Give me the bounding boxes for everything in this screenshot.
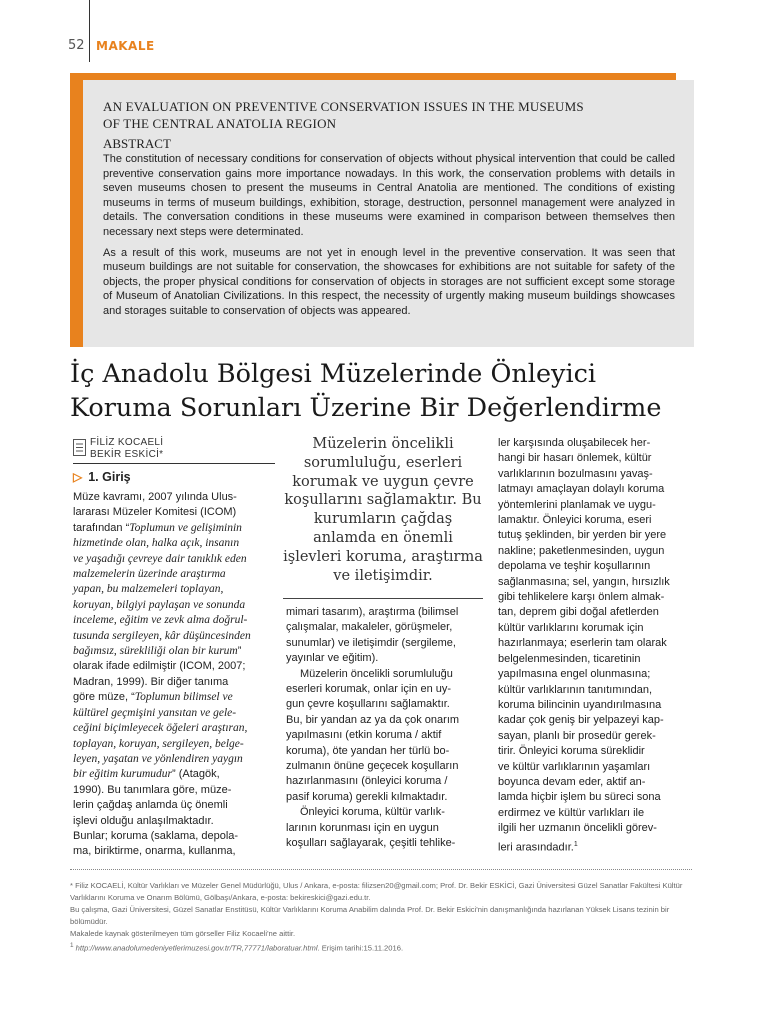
footnote-image-credit: Makalede kaynak gösterilmeyen tüm görseller Filiz Kocaeli'ne aittir. xyxy=(70,929,296,938)
text-line: eserleri korumak, onlar için en uy- xyxy=(286,683,452,696)
text-line: Madran, 1999). Bir diğer tanıma xyxy=(73,675,229,688)
abstract-box xyxy=(83,80,694,347)
text-line: kültür varlıklarının tanıtımından, xyxy=(498,683,653,696)
text-line: koruma), öte yandan her türlü bo- xyxy=(286,744,450,757)
abstract-title xyxy=(103,98,675,132)
quote-line: kültürel geçmişini yansıtan ve gele- xyxy=(73,706,237,719)
section-heading-text: 1. Giriş xyxy=(88,470,131,484)
quote-line: toplayan, koruyan, sergileyen, belge- xyxy=(73,737,244,750)
pull-quote-divider xyxy=(283,598,483,599)
column-3 xyxy=(498,436,670,856)
abstract-accent-top xyxy=(70,73,676,80)
quote-line: leyen, yaşatan ve yönlendiren yaygın xyxy=(73,752,243,765)
quote-line: ve yaşadığı çevreye dair tanıklık eden xyxy=(73,552,247,565)
text-line: Bunlar; koruma (saklama, depola- xyxy=(73,829,239,842)
text-line: sunumlar) ve iletişimdir (sergileme, xyxy=(286,636,456,649)
text-line xyxy=(73,767,251,782)
text-line: hazırlanmasını (önleyici koruma / xyxy=(286,775,448,788)
text-segment: ” xyxy=(237,645,242,658)
document-icon xyxy=(73,439,86,456)
footnote-link[interactable]: http://www.anadolumedeniyetlerimuzesi.gov.tr/TR,77771/laboratuar.html xyxy=(75,943,318,953)
quote-italic: Toplumun bilimsel ve xyxy=(134,691,233,704)
text-line: belgelenmesinden, ticaretinin xyxy=(498,652,641,665)
footnote-divider xyxy=(70,869,692,870)
quote-line: ceğini biçimleyecek öğeleri araştıran, xyxy=(73,722,248,735)
quote-line: tusunda sergileyen, kâr düşüncesinden xyxy=(73,629,251,642)
column-2 xyxy=(286,605,459,852)
article-title-line-2: Koruma Sorunları Üzerine Bir Değerlendirme xyxy=(70,393,662,423)
quote-line: hizmetinde olan, halka açık, insanın xyxy=(73,537,240,550)
text-line: gun çevre koşullarını sağlamaktır. xyxy=(286,698,450,711)
text-line: tan, deprem gibi doğal afetlerden xyxy=(498,606,659,619)
text-line: yöntemlerini planlamak ve uygu- xyxy=(498,498,656,511)
pull-quote: Müzelerin öncelikli sorumluluğu, eserleri korumak ve uygun çevre koşullarını sağlamaktır. Bu kurumların çağdaş anlamda en önemli işlevleri koruma, araştırma ve iletişimdir. xyxy=(283,436,483,584)
text-line: erdirmez ve kültür varlıkları ile xyxy=(498,806,645,819)
abstract-title-line-2: OF THE CENTRAL ANATOLIA REGION xyxy=(103,116,337,131)
text-line: hangi bir hasarı önlemek, kültür xyxy=(498,452,652,465)
text-line: olarak ifade edilmiştir (ICOM, 2007; xyxy=(73,660,246,673)
text-line xyxy=(73,521,251,536)
triangle-right-icon: ▷ xyxy=(73,470,83,484)
text-line: tutuş şeklinden, bir yerden bir yere xyxy=(498,529,667,542)
text-line: sağlanmasına; sel, yangın, hırsızlık xyxy=(498,575,670,588)
text-line xyxy=(498,837,670,856)
footnote-thesis-note: Bu çalışma, Gazi Üniversitesi, Güzel Sanatlar Enstitüsü, Kültür Varlıklarını Koruma Anabilim dalında Prof. Dr. Bekir Eskici'nin danışmanlığında hazırlanan Yüksek Lisans tezinin bir bölümüdür. xyxy=(70,905,670,926)
abstract-paragraph-1: The constitution of necessary conditions for conservation of objects without physical intervention that could be called preventive conservation gains more importance nowadays. In this work, the conservation problems with details in seven museums chosen to present the museums in Central Anatolia are mentioned. The conditions of existing museums in terms of museum buildings, exhibition, storage, destruction, personnel management were analyzed in details. The conversation conditions in these museums were examined in comparison between themselves then necessary next steps were determinated. xyxy=(103,153,675,238)
text-line: larının korunması için en uygun xyxy=(286,821,439,834)
text-line: tirir. Önleyici koruma süreklidir xyxy=(498,745,645,758)
header-divider xyxy=(89,0,90,62)
text-line: yapılmasına engel olunmasına; xyxy=(498,668,651,681)
footnote-source xyxy=(70,940,695,955)
section-heading xyxy=(73,470,131,484)
text-line: sayan, planlı bir prosedür gerek- xyxy=(498,729,656,742)
abstract-accent-left xyxy=(70,73,83,347)
text-line: mimari tasarım), araştırma (bilimsel xyxy=(286,606,459,618)
abstract-paragraph-2: As a result of this work, museums are not yet in enough level in the preventive conservation. It was seen that museum buildings are not suitable for conservation, the showcases for exhibitions are not suitable for safety of the objects, the proper physical conditions for conservation of objects in storages are not sufficient except some storage of Museum of Anatolian Civilizations. In this respect, the necessity of urgently making museum buildings showcases and storages suitable to conservation of objects was appeared. xyxy=(103,246,675,317)
quote-italic: bir eğitim kurumudur xyxy=(73,768,173,781)
text-line: latmayı amaçlayan dolaylı koruma xyxy=(498,483,665,496)
text-line: koşulları sağlayarak, çeşitli tehlike- xyxy=(286,837,456,850)
text-line: ma, biriktirme, onarma, kullanma, xyxy=(73,845,236,858)
text-line: ve kültür varlıklarının yaşamları xyxy=(498,760,651,773)
text-line: lerin çağdaş anlamda üç önemli xyxy=(73,799,228,812)
footnote-access-date: . Erişim tarihi:15.11.2016. xyxy=(317,943,404,953)
text-line: nakline; paketlenmesinden, uygun xyxy=(498,544,665,557)
text-line: koruma bilincinin uyandırılmasına xyxy=(498,698,662,711)
quote-italic: bağımsız, sürekliliği olan bir kurum xyxy=(73,645,238,658)
quote-line: koruyan, bilgiyi paylaşan ve sonunda xyxy=(73,598,246,611)
text-line: pasif koruma) gerekli kılmaktadır. xyxy=(286,790,448,803)
column-1 xyxy=(73,490,251,860)
quote-italic: Toplumun ve gelişiminin xyxy=(129,521,242,534)
quote-line: inceleme, eğitim ve zevk alma doğrul- xyxy=(73,614,248,627)
quote-line: yapan, bu malzemeleri toplayan, xyxy=(73,583,224,596)
article-title-line-1: İç Anadolu Bölgesi Müzelerinde Önleyici xyxy=(70,359,597,389)
page-number: 52 xyxy=(68,38,85,53)
quote-line: malzemelerin üzerinde araştırma xyxy=(73,568,226,581)
text-line: yapılmasını (etkin koruma / aktif xyxy=(286,729,442,742)
text-line: işlevi olduğu anlaşılmaktadır. xyxy=(73,814,214,827)
text-line: yayınlar ve eğitim). xyxy=(286,652,379,665)
abstract-title-line-1: AN EVALUATION ON PREVENTIVE CONSERVATION ISSUES IN THE MUSEUMS xyxy=(103,99,584,114)
text-line: varlıklarının bozulmasını yavaş- xyxy=(498,467,653,480)
text-line: zulmanın önüne geçecek koşulların xyxy=(286,760,459,773)
text-line: lamaktır. Önleyici koruma, eseri xyxy=(498,514,652,527)
text-line: 1990). Bu tanımlara göre, müze- xyxy=(73,783,232,796)
text-segment: göre müze, “ xyxy=(73,691,135,704)
text-line: lamda hiçbir işlem bu süreci sona xyxy=(498,791,661,804)
footnote-ref: 1 xyxy=(573,840,578,848)
text-line: gibi tehlikelere karşı önlem almak- xyxy=(498,591,665,604)
text-segment: tarafından “ xyxy=(73,521,130,534)
footnotes xyxy=(70,880,695,955)
article-title xyxy=(70,357,710,425)
author-1: FİLİZ KOCAELİ xyxy=(90,437,164,448)
text-line: ler karşısında oluşabilecek her- xyxy=(498,437,651,449)
text-line: Müze kavramı, 2007 yılında Ulus- xyxy=(73,491,237,503)
text-line xyxy=(73,644,251,659)
text-line: Bu, bir yandan az ya da çok onarım xyxy=(286,713,460,726)
text-line xyxy=(73,690,251,705)
text-line: ilgili her uzmanın öncelikli görev- xyxy=(498,822,657,835)
footnote-author-info: * Filiz KOCAELİ, Kültür Varlıkları ve Müzeler Genel Müdürlüğü, Ulus / Ankara, e-posta: filizsen20@gmail.com; Prof. Dr. Bekir ESKİCİ, Gazi Üniversitesi Güzel Sanatlar Fakültesi Kültür Varlıklarını Koruma ve Onarım Bölümü, Gölbaşı/Ankara, e-posta: bekireskici@gazi.edu.tr. xyxy=(70,881,683,902)
author-2: BEKİR ESKİCİ* xyxy=(90,449,164,460)
text-line: depolama ve teşhir koşullarının xyxy=(498,560,651,573)
text-segment: ” (Atagök, xyxy=(172,768,220,781)
section-label: MAKALE xyxy=(96,39,155,53)
text-line: lararası Müzeler Komitesi (ICOM) xyxy=(73,506,237,519)
text-line: kadar çok geniş bir yelpazeyi kap- xyxy=(498,714,664,727)
text-segment: leri arasındadır. xyxy=(498,841,574,854)
text-line: kültür varlıklarını korumak için xyxy=(498,621,644,634)
author-divider xyxy=(73,463,275,464)
footnote-number: 1 xyxy=(70,942,74,949)
text-line: hazırlanmaya; eserlerin tam olarak xyxy=(498,637,667,650)
text-line: boyunca devam eder, aktif an- xyxy=(498,775,646,788)
abstract-heading: ABSTRACT xyxy=(103,136,171,151)
text-line: Önleyici koruma, kültür varlık- xyxy=(300,806,445,819)
text-line: Müzelerin öncelikli sorumluluğu xyxy=(300,667,453,680)
text-line: çalışmalar, makaleler, görüşmeler, xyxy=(286,621,453,634)
